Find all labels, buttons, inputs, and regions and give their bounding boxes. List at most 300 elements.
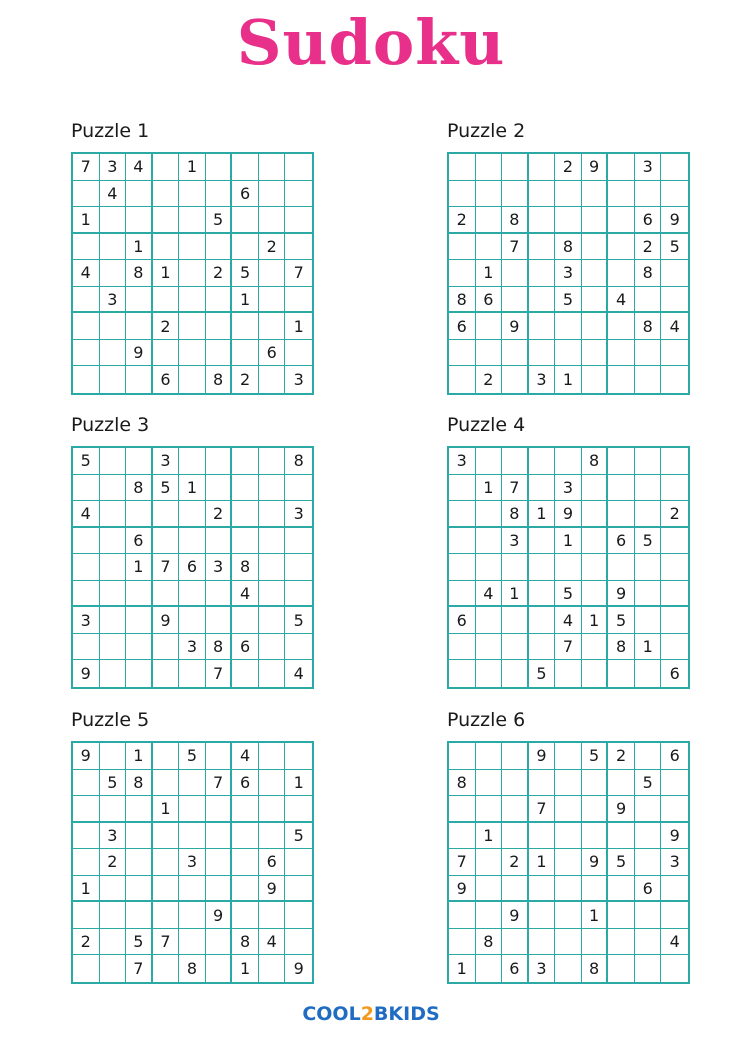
sudoku-cell: 6	[153, 366, 180, 393]
sudoku-cell	[153, 660, 180, 687]
sudoku-cell: 3	[100, 287, 127, 314]
sudoku-cell	[635, 955, 662, 982]
sudoku-cell: 5	[661, 234, 688, 261]
sudoku-cell	[502, 743, 529, 770]
sudoku-cell: 2	[555, 154, 582, 181]
sudoku-cell	[529, 823, 556, 850]
sudoku-cell: 6	[449, 313, 476, 340]
sudoku-cell: 6	[669, 664, 680, 684]
sudoku-cell	[608, 313, 635, 340]
sudoku-cell	[285, 929, 312, 956]
sudoku-cell	[153, 181, 180, 208]
sudoku-cell	[100, 528, 127, 555]
sudoku-cell	[661, 154, 688, 181]
sudoku-cell	[476, 876, 503, 903]
sudoku-cell	[100, 234, 127, 261]
sudoku-cell: 8	[206, 634, 233, 661]
sudoku-cell: 2	[259, 234, 286, 261]
sudoku-cell	[476, 796, 503, 823]
sudoku-cell	[73, 902, 100, 929]
sudoku-cell	[502, 607, 529, 634]
sudoku-cell	[179, 660, 206, 687]
sudoku-cell: 1	[476, 260, 503, 287]
sudoku-cell	[529, 448, 556, 475]
sudoku-cell	[153, 287, 180, 314]
sudoku-cell	[555, 313, 582, 340]
sudoku-cell: 6	[635, 207, 662, 234]
sudoku-cell	[179, 607, 206, 634]
sudoku-cell: 7	[555, 634, 582, 661]
sudoku-cell	[153, 770, 180, 797]
sudoku-cell	[100, 475, 127, 502]
sudoku-cell: 4	[608, 287, 635, 314]
sudoku-grid	[447, 741, 690, 984]
sudoku-cell: 5	[153, 475, 180, 502]
sudoku-cell	[449, 554, 476, 581]
sudoku-cell: 1	[232, 955, 259, 982]
sudoku-cell	[635, 287, 662, 314]
sudoku-cell	[126, 501, 153, 528]
sudoku-cell	[179, 770, 206, 797]
sudoku-cell: 6	[635, 876, 662, 903]
sudoku-cell	[179, 260, 206, 287]
sudoku-cell	[529, 554, 556, 581]
sudoku-cell	[608, 448, 635, 475]
sudoku-cell	[476, 902, 503, 929]
sudoku-cell	[476, 770, 503, 797]
sudoku-cell: 5	[608, 849, 635, 876]
sudoku-cell	[73, 181, 100, 208]
sudoku-cell	[661, 448, 688, 475]
sudoku-cell	[73, 475, 100, 502]
sudoku-cell: 1	[73, 207, 100, 234]
sudoku-cell: 1	[582, 902, 609, 929]
sudoku-cell	[206, 929, 233, 956]
sudoku-cell	[126, 796, 153, 823]
sudoku-cell: 9	[502, 313, 529, 340]
sudoku-cell	[206, 955, 233, 982]
sudoku-cell: 2	[206, 260, 233, 287]
sudoku-cell: 7	[206, 660, 233, 687]
sudoku-cell	[126, 207, 153, 234]
sudoku-cell	[449, 743, 476, 770]
sudoku-cell: 6	[126, 528, 153, 555]
sudoku-cell	[582, 260, 609, 287]
sudoku-cell: 6	[179, 554, 206, 581]
sudoku-cell	[608, 929, 635, 956]
sudoku-cell	[100, 366, 127, 393]
sudoku-cell: 3	[529, 955, 556, 982]
sudoku-cell	[449, 581, 476, 608]
sudoku-cell	[529, 181, 556, 208]
sudoku-cell	[582, 340, 609, 367]
sudoku-cell	[285, 796, 312, 823]
sudoku-cell: 4	[126, 154, 153, 181]
sudoku-cell	[449, 929, 476, 956]
sudoku-cell	[259, 902, 286, 929]
sudoku-cell	[608, 366, 635, 393]
sudoku-cell	[555, 743, 582, 770]
sudoku-cell	[153, 528, 180, 555]
sudoku-cell	[608, 154, 635, 181]
sudoku-cell	[476, 743, 503, 770]
sudoku-cell	[179, 313, 206, 340]
sudoku-cell	[259, 207, 286, 234]
sudoku-cell: 9	[259, 876, 286, 903]
sudoku-cell	[582, 796, 609, 823]
sudoku-cell: 9	[502, 902, 529, 929]
sudoku-cell: 6	[661, 743, 688, 770]
sudoku-cell	[635, 607, 662, 634]
sudoku-cell: 1	[555, 366, 582, 393]
sudoku-cell	[206, 448, 233, 475]
sudoku-cell: 4	[232, 743, 259, 770]
sudoku-cell: 9	[153, 607, 180, 634]
sudoku-cell: 6	[232, 770, 259, 797]
sudoku-cell	[153, 876, 180, 903]
sudoku-cell	[259, 823, 286, 850]
sudoku-cell: 7	[449, 849, 476, 876]
sudoku-cell	[476, 448, 503, 475]
sudoku-cell	[582, 528, 609, 555]
sudoku-cell: 1	[529, 849, 556, 876]
sudoku-cell	[232, 660, 259, 687]
sudoku-cell	[502, 876, 529, 903]
sudoku-cell	[476, 849, 503, 876]
sudoku-cell	[608, 181, 635, 208]
sudoku-cell	[661, 955, 688, 982]
sudoku-cell	[206, 528, 233, 555]
sudoku-cell	[285, 340, 312, 367]
sudoku-cell: 9	[661, 207, 688, 234]
sudoku-cell: 5	[179, 743, 206, 770]
sudoku-cell	[179, 340, 206, 367]
sudoku-cell: 9	[661, 823, 688, 850]
sudoku-cell: 1	[153, 260, 180, 287]
sudoku-cell	[126, 876, 153, 903]
sudoku-cell: 9	[555, 501, 582, 528]
sudoku-grid	[71, 152, 314, 395]
sudoku-cell	[635, 581, 662, 608]
sudoku-cell	[502, 554, 529, 581]
sudoku-cell	[555, 876, 582, 903]
sudoku-cell	[529, 207, 556, 234]
sudoku-cell	[285, 902, 312, 929]
sudoku-cell	[285, 581, 312, 608]
sudoku-cell	[153, 234, 180, 261]
sudoku-cell	[635, 554, 662, 581]
sudoku-cell	[153, 955, 180, 982]
sudoku-cell	[232, 207, 259, 234]
sudoku-cell	[502, 796, 529, 823]
puzzle-label: Puzzle 3	[71, 414, 150, 436]
sudoku-cell	[476, 554, 503, 581]
sudoku-cell: 2	[73, 929, 100, 956]
sudoku-cell	[232, 876, 259, 903]
sudoku-cell: 4	[661, 929, 688, 956]
puzzle-label: Puzzle 2	[447, 120, 526, 142]
sudoku-cell: 6	[476, 287, 503, 314]
sudoku-cell	[259, 955, 286, 982]
sudoku-cell	[476, 181, 503, 208]
sudoku-cell	[449, 340, 476, 367]
sudoku-cell: 6	[259, 849, 286, 876]
sudoku-cell	[608, 340, 635, 367]
sudoku-cell	[661, 475, 688, 502]
sudoku-cell	[608, 902, 635, 929]
sudoku-cell	[285, 876, 312, 903]
sudoku-cell: 7	[153, 554, 180, 581]
sudoku-cell	[529, 313, 556, 340]
sudoku-cell: 2	[449, 207, 476, 234]
sudoku-cell	[179, 876, 206, 903]
sudoku-cell	[206, 340, 233, 367]
sudoku-cell	[206, 796, 233, 823]
sudoku-cell	[555, 823, 582, 850]
sudoku-cell: 3	[661, 849, 688, 876]
sudoku-cell	[259, 313, 286, 340]
sudoku-cell	[153, 902, 180, 929]
sudoku-cell	[73, 366, 100, 393]
sudoku-cell: 3	[153, 448, 180, 475]
sudoku-cell: 9	[449, 876, 476, 903]
sudoku-cell	[661, 581, 688, 608]
sudoku-cell	[100, 955, 127, 982]
sudoku-cell	[100, 313, 127, 340]
sudoku-cell: 8	[126, 260, 153, 287]
sudoku-cell	[259, 796, 286, 823]
sudoku-cell	[635, 660, 662, 687]
sudoku-cell	[126, 581, 153, 608]
sudoku-cell	[259, 154, 286, 181]
sudoku-cell	[582, 501, 609, 528]
sudoku-cell	[126, 607, 153, 634]
sudoku-cell	[502, 287, 529, 314]
sudoku-cell	[476, 528, 503, 555]
sudoku-cell: 5	[73, 448, 100, 475]
sudoku-cell: 5	[582, 743, 609, 770]
sudoku-cell: 1	[73, 876, 100, 903]
sudoku-cell	[476, 501, 503, 528]
sudoku-cell	[73, 554, 100, 581]
sudoku-cell: 8	[608, 634, 635, 661]
sudoku-cell	[232, 313, 259, 340]
sudoku-cell	[153, 581, 180, 608]
sudoku-cell: 5	[555, 581, 582, 608]
sudoku-cell	[259, 581, 286, 608]
sudoku-cell: 1	[449, 955, 476, 982]
sudoku-cell	[126, 849, 153, 876]
page-title: Sudoku	[236, 6, 506, 79]
sudoku-cell: 5	[232, 260, 259, 287]
sudoku-cell	[73, 796, 100, 823]
sudoku-cell	[73, 528, 100, 555]
sudoku-cell	[179, 823, 206, 850]
sudoku-cell: 1	[476, 823, 503, 850]
sudoku-cell: 3	[179, 849, 206, 876]
sudoku-cell	[206, 313, 233, 340]
sudoku-cell	[100, 634, 127, 661]
sudoku-cell	[259, 475, 286, 502]
sudoku-grid	[447, 446, 690, 689]
sudoku-cell	[635, 181, 662, 208]
sudoku-cell: 8	[449, 770, 476, 797]
sudoku-cell	[73, 770, 100, 797]
sudoku-cell: 7	[529, 796, 556, 823]
sudoku-cell	[285, 154, 312, 181]
sudoku-cell	[529, 154, 556, 181]
sudoku-cell	[126, 366, 153, 393]
sudoku-cell	[206, 743, 233, 770]
sudoku-cell: 8	[206, 366, 233, 393]
sudoku-cell: 8	[582, 955, 609, 982]
sudoku-cell	[582, 287, 609, 314]
sudoku-cell: 3	[285, 501, 312, 528]
sudoku-cell: 2	[206, 501, 233, 528]
sudoku-cell	[502, 340, 529, 367]
sudoku-cell	[153, 743, 180, 770]
sudoku-cell	[582, 770, 609, 797]
sudoku-cell	[73, 234, 100, 261]
sudoku-cell: 9	[126, 340, 153, 367]
sudoku-cell	[661, 634, 688, 661]
sudoku-cell: 3	[100, 823, 127, 850]
sudoku-cell	[126, 313, 153, 340]
sudoku-cell	[608, 501, 635, 528]
sudoku-cell	[661, 260, 688, 287]
sudoku-cell	[73, 823, 100, 850]
sudoku-cell: 8	[179, 955, 206, 982]
sudoku-cell: 3	[635, 154, 662, 181]
sudoku-cell	[206, 849, 233, 876]
sudoku-cell	[635, 823, 662, 850]
sudoku-cell	[153, 634, 180, 661]
sudoku-cell: 9	[608, 581, 635, 608]
sudoku-cell	[285, 554, 312, 581]
sudoku-cell: 5	[285, 607, 312, 634]
sudoku-cell	[476, 207, 503, 234]
sudoku-cell: 7	[502, 234, 529, 261]
sudoku-cell	[502, 660, 529, 687]
sudoku-cell: 7	[502, 475, 529, 502]
sudoku-cell: 9	[529, 743, 556, 770]
sudoku-cell	[582, 207, 609, 234]
sudoku-cell: 3	[555, 260, 582, 287]
sudoku-cell	[285, 287, 312, 314]
sudoku-cell	[476, 634, 503, 661]
sudoku-cell	[206, 287, 233, 314]
sudoku-cell	[259, 770, 286, 797]
sudoku-cell	[259, 366, 286, 393]
sudoku-cell	[259, 607, 286, 634]
sudoku-cell	[608, 876, 635, 903]
sudoku-cell	[126, 634, 153, 661]
sudoku-cell: 3	[179, 634, 206, 661]
sudoku-cell	[153, 340, 180, 367]
sudoku-cell	[449, 234, 476, 261]
sudoku-cell: 1	[232, 287, 259, 314]
sudoku-cell: 5	[100, 770, 127, 797]
sudoku-cell	[449, 660, 476, 687]
sudoku-cell	[502, 154, 529, 181]
sudoku-cell	[126, 660, 153, 687]
sudoku-cell: 8	[285, 448, 312, 475]
sudoku-cell: 9	[73, 660, 100, 687]
sudoku-cell	[126, 823, 153, 850]
sudoku-cell: 2	[100, 849, 127, 876]
sudoku-cell	[502, 181, 529, 208]
sudoku-cell	[476, 607, 503, 634]
sudoku-cell	[285, 849, 312, 876]
sudoku-cell	[502, 770, 529, 797]
sudoku-cell	[206, 154, 233, 181]
sudoku-cell	[100, 796, 127, 823]
sudoku-cell	[449, 260, 476, 287]
sudoku-cell: 3	[100, 154, 127, 181]
sudoku-cell: 7	[206, 770, 233, 797]
sudoku-cell	[259, 660, 286, 687]
sudoku-cell	[73, 634, 100, 661]
sudoku-cell	[100, 207, 127, 234]
sudoku-cell	[608, 660, 635, 687]
sudoku-cell	[529, 770, 556, 797]
sudoku-cell: 3	[206, 554, 233, 581]
sudoku-cell	[635, 448, 662, 475]
sudoku-cell	[635, 475, 662, 502]
sudoku-cell	[449, 154, 476, 181]
sudoku-cell	[476, 955, 503, 982]
sudoku-cell: 9	[73, 743, 100, 770]
sudoku-cell	[529, 260, 556, 287]
sudoku-cell	[100, 581, 127, 608]
sudoku-cell	[153, 823, 180, 850]
sudoku-cell	[449, 796, 476, 823]
sudoku-cell: 9	[608, 796, 635, 823]
sudoku-cell	[73, 849, 100, 876]
sudoku-cell	[153, 207, 180, 234]
sudoku-cell	[582, 234, 609, 261]
sudoku-cell	[285, 234, 312, 261]
sudoku-cell: 8	[582, 448, 609, 475]
sudoku-cell	[232, 234, 259, 261]
sudoku-cell	[529, 234, 556, 261]
sudoku-cell: 7	[285, 260, 312, 287]
sudoku-cell: 4	[232, 581, 259, 608]
sudoku-cell	[476, 660, 503, 687]
sudoku-cell: 9	[582, 154, 609, 181]
sudoku-cell	[153, 154, 180, 181]
logo-text-2: 2	[360, 1003, 374, 1025]
sudoku-cell	[232, 475, 259, 502]
sudoku-cell	[582, 366, 609, 393]
sudoku-cell	[73, 581, 100, 608]
sudoku-cell	[232, 448, 259, 475]
sudoku-cell: 2	[661, 501, 688, 528]
sudoku-cell	[661, 181, 688, 208]
sudoku-cell	[635, 743, 662, 770]
sudoku-cell	[206, 475, 233, 502]
sudoku-cell	[661, 340, 688, 367]
sudoku-cell	[661, 770, 688, 797]
sudoku-cell	[126, 287, 153, 314]
sudoku-cell: 6	[232, 634, 259, 661]
sudoku-cell	[73, 313, 100, 340]
sudoku-cell	[529, 634, 556, 661]
sudoku-cell	[206, 181, 233, 208]
sudoku-cell	[555, 554, 582, 581]
sudoku-cell	[232, 340, 259, 367]
sudoku-cell: 5	[206, 207, 233, 234]
